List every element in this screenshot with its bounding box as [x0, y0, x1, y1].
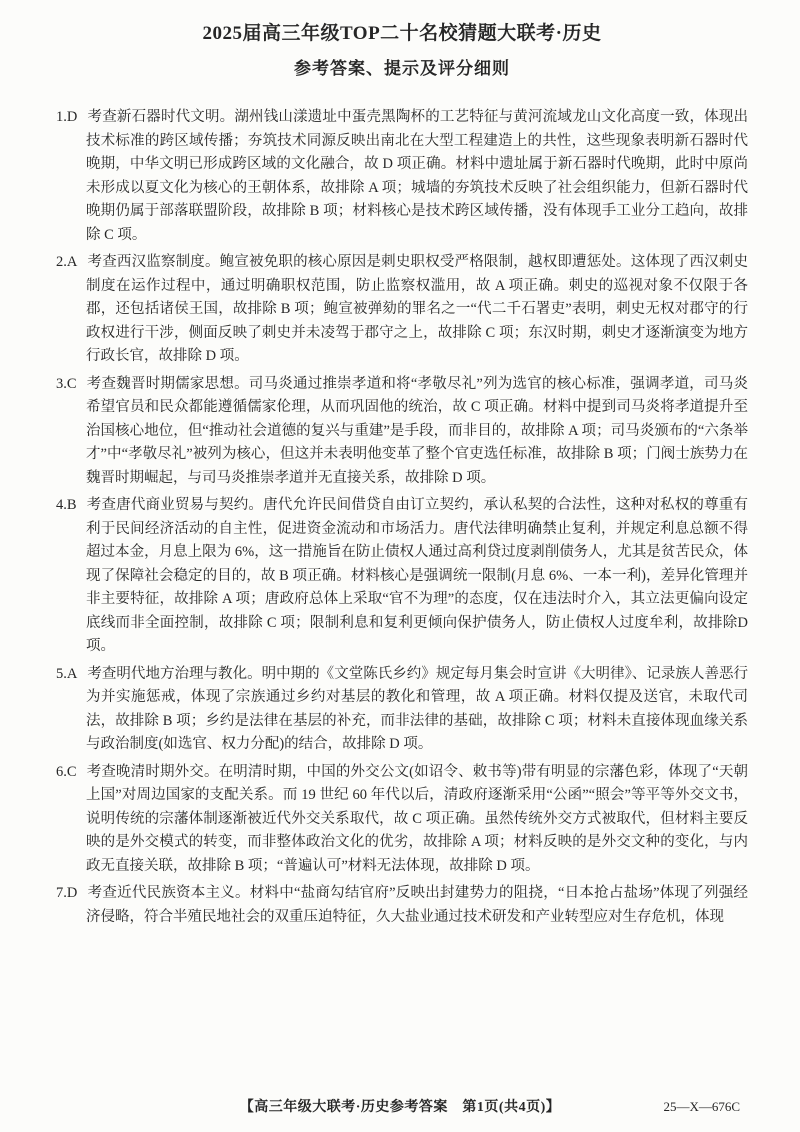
- answer-text-4: 考查唐代商业贸易与契约。唐代允许民间借贷自由订立契约，承认私契的合法性，这种对私权的尊重有利于民间经济活动的自主性，促进资金流动和市场活力。唐代法律明确禁止复利，并规定利息总额不得超过本金，月息上限为 6%，这一措施旨在防止债权人通过高利贷过度剥削债务人，尤其是贫苦民众，体现了保障社会稳定的目的，故 B 项正确。材料核心是强调统一限制(月息 6%、一本一利)，差异化管理并非主要特征，故排除 A 项；唐政府总体上采取“官不为理”的态度，仅在违法时介入，其立法更偏向设定底线而非全面控制，故排除 C 项；限制利息和复利更倾向保护债务人，防止债权人过度牟利，故排除D 项。: [86, 497, 748, 654]
- page-subtitle: 参考答案、提示及评分细则: [294, 59, 510, 78]
- footer-paper-code: 25—X—676C: [663, 1099, 740, 1114]
- answer-text-3: 考查魏晋时期儒家思想。司马炎通过推崇孝道和将“孝敬尽礼”列为选官的核心标准，强调孝道，司马炎希望官员和民众都能遵循儒家伦理，从而巩固他的统治，故 C 项正确。材料中提到司马炎将孝道提升至治国核心地位，但“推动社会道德的复兴与重建”是手段，而非目的，故排除 A 项；司马炎颁布的“六条举才”中“孝敬尽礼”被列为核心，但这并未表明他变革了整个官吏选任标准，故排除 B 项；门阀士族势力在魏晋时期崛起，与司马炎推崇孝道并无直接关系，故排除 D 项。: [86, 375, 748, 486]
- answer-number-1: 1.D: [56, 109, 78, 125]
- answer-number-2: 2.A: [56, 254, 78, 270]
- page-title: 2025届高三年级TOP二十名校猜题大联考·历史: [202, 23, 602, 44]
- answer-text-1: 考查新石器时代文明。湖州钱山漾遗址中蛋壳黑陶杯的工艺特征与黄河流域龙山文化高度一致，体现出技术标准的跨区域传播；夯筑技术同源反映出南北在大型工程建造上的共性，这些现象表明新石器时代晚期，中华文明已形成跨区域的文化融合，故 D 项正确。材料中遗址属于新石器时代晚期，此时中原尚未形成以夏文化为核心的王朝体系，故排除 A 项；城墙的夯筑技术反映了社会组织能力，但新石器时代晚期仍属于部落联盟阶段，故排除 B 项；材料核心是技术跨区域传播，没有体现手工业分工趋向，故排除 C 项。: [86, 109, 748, 243]
- answer-item-5: [56, 663, 748, 757]
- answer-text-5: 考查明代地方治理与教化。明中期的《文堂陈氏乡约》规定每月集会时宣讲《大明律》、记录族人善恶行为并实施惩戒，体现了宗族通过乡约对基层的教化和管理，故 A 项正确。材料仅提及送官，未取代司法，故排除 B 项；乡约是法律在基层的补充，而非法律的基础，故排除 C 项；材料未直接体现血缘关系与政治制度(如选官、权力分配)的结合，故排除 D 项。: [86, 665, 748, 752]
- page-footer: [0, 1096, 800, 1116]
- answer-text-2: 考查西汉监察制度。鲍宣被免职的核心原因是刺史职权受严格限制，越权即遭惩处。这体现了西汉刺史制度在运作过程中，通过明确职权范围，防止监察权滥用，故 A 项正确。刺史的巡视对象不仅限于各郡，还包括诸侯王国，故排除 B 项；鲍宣被弹劾的罪名之一“代二千石署吏”表明，刺史无权对郡守的行政权进行干涉，侧面反映了刺史并未凌驾于郡守之上，故排除 C 项；东汉时期，刺史才逐渐演变为地方行政长官，故排除 D 项。: [86, 254, 748, 364]
- answer-number-3: 3.C: [56, 375, 77, 392]
- answer-number-4: 4.B: [56, 497, 77, 513]
- answer-item-3: [56, 373, 748, 491]
- answer-number-5: 5.A: [56, 665, 78, 682]
- answer-number-7: 7.D: [56, 885, 78, 901]
- answer-item-2: [56, 251, 748, 369]
- answer-item-4: [56, 494, 748, 659]
- answer-item-7: [56, 882, 748, 929]
- answer-item-1: [56, 106, 748, 247]
- answer-text-6: 考查晚清时期外交。在明清时期，中国的外交公文(如诏令、敕书等)带有明显的宗藩色彩，体现了“天朝上国”对周边国家的支配关系。而 19 世纪 60 年代以后，清政府逐渐采用“公函”“照会”等平等外交文书，说明传统的宗藩体制逐渐被近代外交关系取代，故 C 项正确。虽然传统外交方式被取代，但材料主要反映的是外交模式的转变，而非整体政治文化的优劣，故排除 A 项；材料反映的是外交文种的变化，与内政无直接关联，故排除 B 项；“普遍认可”材料无法体现，故排除 D 项。: [86, 763, 748, 874]
- answers-list: [56, 106, 748, 929]
- answer-item-6: [56, 761, 748, 879]
- answer-number-6: 6.C: [56, 763, 77, 780]
- footer-page-info: 【高三年级大联考·历史参考答案 第1页(共4页)】: [239, 1100, 561, 1115]
- answer-text-7: 考查近代民族资本主义。材料中“盐商勾结官府”反映出封建势力的阻挠，“日本抢占盐场”体现了列强经济侵略，符合半殖民地社会的双重压迫特征，久大盐业通过技术研发和产业转型应对生存危机，体现: [86, 885, 748, 925]
